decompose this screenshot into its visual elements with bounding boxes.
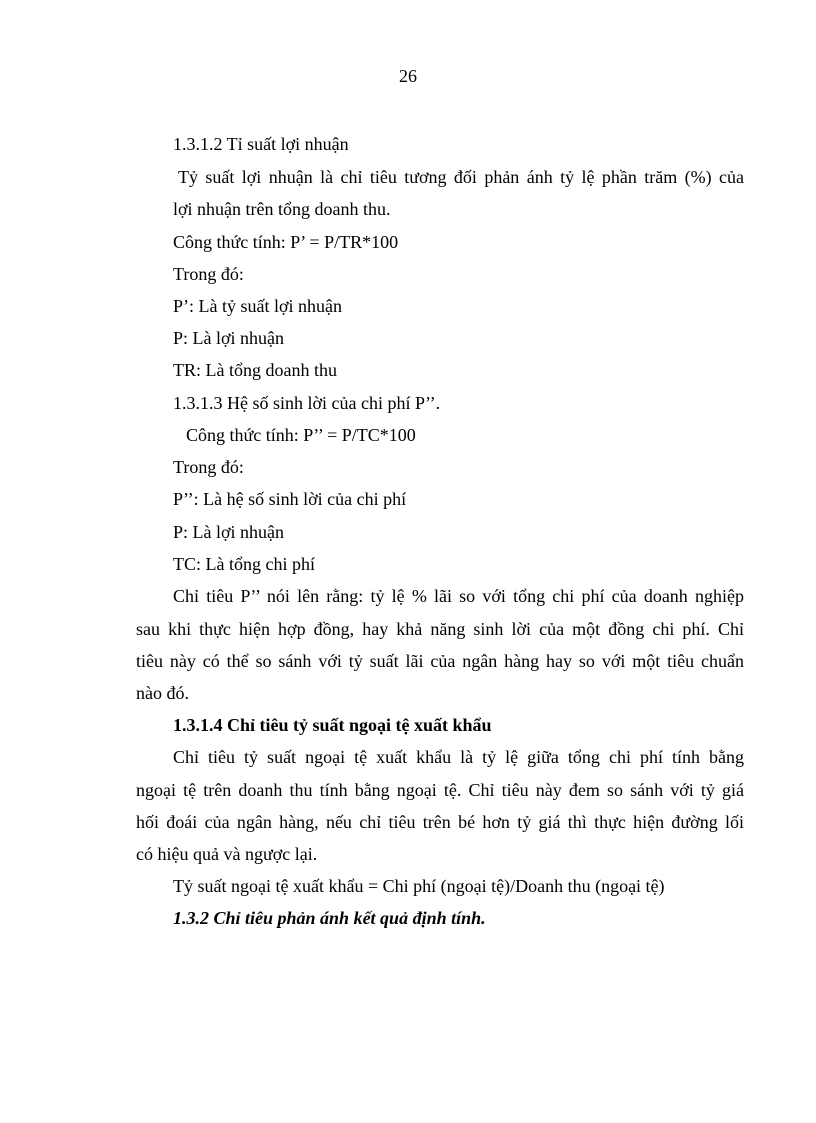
definition-line: P: Là lợi nhuận	[173, 328, 285, 348]
paragraph-line: hối đoái của ngân hàng, nếu chỉ tiêu trên bé hơn tỷ giá thì thực hiện đường lối	[136, 812, 744, 832]
definition-line: P: Là lợi nhuận	[173, 522, 285, 542]
paragraph-line: sau khi thực hiện hợp đồng, hay khả năng sinh lời của một đồng chi phí. Chỉ	[136, 619, 744, 639]
section-heading-1-3-1-2: 1.3.1.2 Tỉ suất lợi nhuận	[173, 134, 349, 154]
page-number: 26	[399, 66, 417, 86]
paragraph-line: tiêu này có thể so sánh với tỷ suất lãi của ngân hàng hay so với một tiêu chuẩn	[136, 651, 744, 671]
section-heading-1-3-1-3: 1.3.1.3 Hệ số sinh lời của chi phí P’’.	[173, 393, 441, 413]
formula-line: Công thức tính: P’ = P/TR*100	[173, 232, 399, 252]
paragraph-line: Tỷ suất lợi nhuận là chỉ tiêu tương đối phản ánh tỷ lệ phần trăm (%) của	[178, 167, 744, 187]
where-label: Trong đó:	[173, 264, 244, 284]
paragraph-line: Chỉ tiêu P’’ nói lên rằng: tỷ lệ % lãi so với tổng chi phí của doanh nghiệp	[173, 586, 744, 606]
where-label: Trong đó:	[173, 457, 244, 477]
definition-line: P’’: Là hệ số sinh lời của chi phí	[173, 489, 407, 509]
definition-line: TR: Là tổng doanh thu	[173, 360, 337, 380]
formula-line: Tỷ suất ngoại tệ xuất khẩu = Chi phí (ngoại tệ)/Doanh thu (ngoại tệ)	[173, 876, 665, 896]
definition-line: P’: Là tỷ suất lợi nhuận	[173, 296, 342, 316]
definition-line: TC: Là tổng chi phí	[173, 554, 315, 574]
paragraph-line: Chỉ tiêu tỷ suất ngoại tệ xuất khẩu là tỷ lệ giữa tổng chi phí tính bằng	[173, 747, 744, 767]
section-heading-1-3-1-4: 1.3.1.4 Chỉ tiêu tỷ suất ngoại tệ xuất khẩu	[173, 715, 492, 735]
formula-line: Công thức tính: P’’ = P/TC*100	[186, 425, 416, 445]
paragraph-line: lợi nhuận trên tổng doanh thu.	[173, 199, 391, 219]
paragraph-line: có hiệu quả và ngược lại.	[136, 844, 318, 864]
paragraph-line: nào đó.	[136, 683, 189, 703]
paragraph-line: ngoại tệ trên doanh thu tính bằng ngoại tệ. Chỉ tiêu này đem so sánh với tỷ giá	[136, 780, 744, 800]
section-heading-1-3-2: 1.3.2 Chỉ tiêu phản ánh kết quả định tính.	[173, 908, 486, 928]
